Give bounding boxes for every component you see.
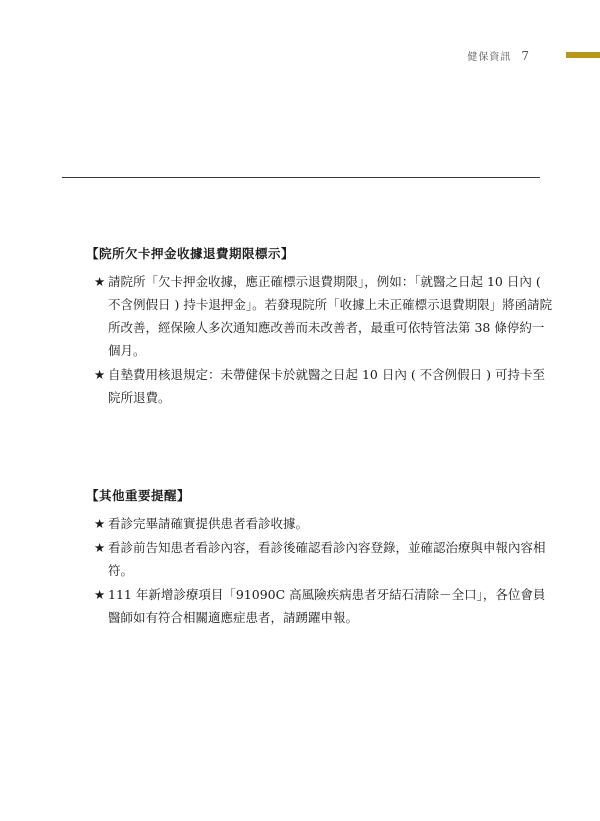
accent-bar [566, 52, 600, 58]
horizontal-divider [62, 177, 540, 178]
page-number: 7 [521, 49, 530, 63]
list-item-text: 請院所「欠卡押金收據，應正確標示退費期限」，例如：「就醫之日起 10 日內 ( 不含例假日 ) 持卡退押金」。若發現院所「收據上未正確標示退費期限」將函請院所改善，經保險人多次通知應改善而未改善者，最重可依特管法第 38 條停約一個月。 [108, 274, 553, 358]
list-item-text: 自墊費用核退規定：未帶健保卡於就醫之日起 10 日內 ( 不含例假日 ) 可持卡至院所退費。 [108, 367, 546, 405]
list-item [86, 270, 556, 362]
star-bullet-icon: ★ [94, 587, 106, 602]
list-item-text: 看診前告知患者看診內容，看診後確認看診內容登錄，並確認治療與申報內容相符。 [108, 540, 546, 578]
other-reminders-section [86, 486, 556, 630]
star-bullet-icon: ★ [94, 274, 106, 289]
star-bullet-icon: ★ [94, 540, 106, 555]
list-item-text: 111 年新增診療項目「91090C 高風險疾病患者牙結石清除－全口」，各位會員醫師如有符合相關適應症患者，請踴躍申報。 [108, 587, 546, 625]
deposit-refund-section [86, 244, 556, 410]
list-item [86, 536, 556, 582]
section-title: 【其他重要提醒】 [86, 488, 191, 503]
running-header [467, 48, 530, 63]
list-item [86, 363, 556, 409]
list-item [86, 583, 556, 629]
list-item-text: 看診完畢請確實提供患者看診收據。 [108, 516, 309, 531]
list-item [86, 512, 556, 535]
star-bullet-icon: ★ [94, 367, 106, 382]
section-title: 【院所欠卡押金收據退費期限標示】 [86, 246, 295, 261]
running-title: 健保資訊 [467, 52, 512, 63]
star-bullet-icon: ★ [94, 516, 106, 531]
